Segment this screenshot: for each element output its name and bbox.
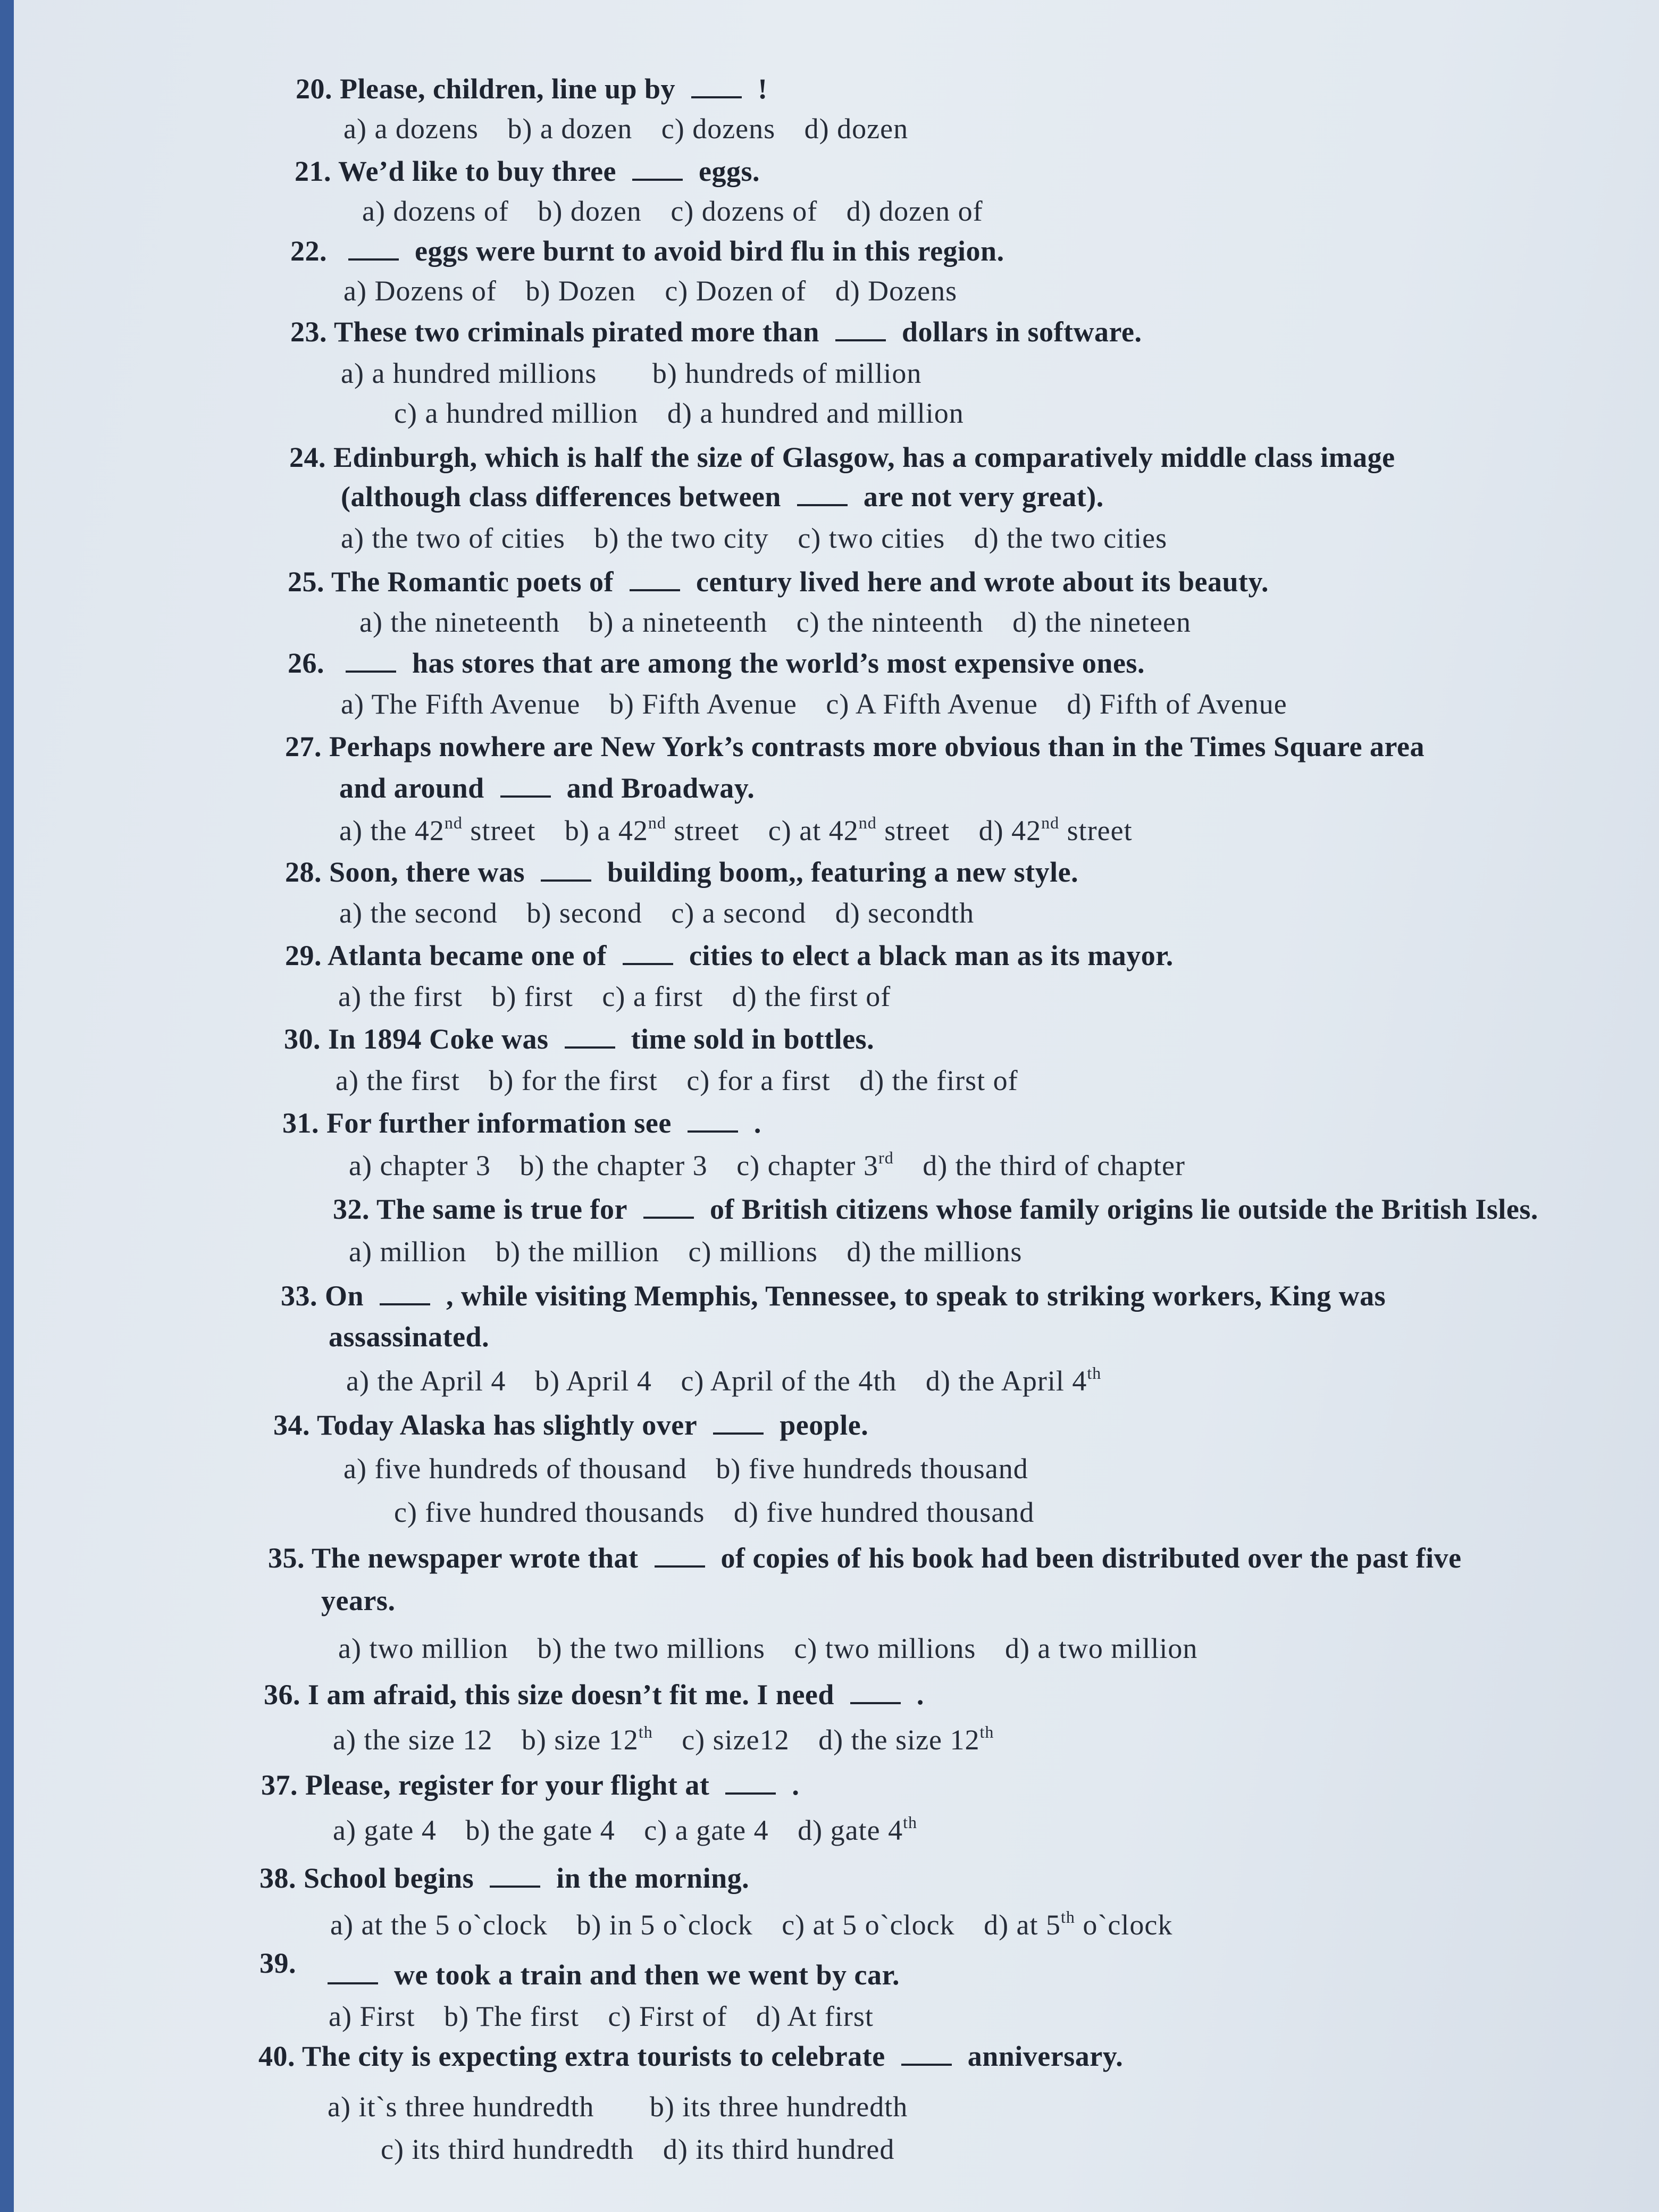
answer-blank xyxy=(797,481,848,506)
options-33 xyxy=(346,1364,1101,1398)
option-d: d) a two million xyxy=(1004,1632,1198,1664)
option-b: b) dozen xyxy=(538,195,642,227)
options-40-row2 xyxy=(381,2132,894,2166)
option-d: d) 42nd street xyxy=(978,813,1133,847)
question-number: 23. xyxy=(290,316,327,348)
question-text: building boom,, featuring a new style. xyxy=(607,856,1079,888)
answer-blank xyxy=(725,1769,776,1795)
question-number: 35. xyxy=(268,1542,305,1574)
option-a: a) the 42nd street xyxy=(339,813,536,847)
option-b: b) hundreds of million xyxy=(652,357,922,389)
question-text: On xyxy=(325,1280,364,1312)
options-28 xyxy=(339,896,974,930)
option-d: d) dozen of xyxy=(846,195,983,227)
option-a: a) two million xyxy=(338,1632,508,1664)
question-38 xyxy=(259,1861,749,1895)
options-24 xyxy=(341,521,1167,555)
option-c: c) A Fifth Avenue xyxy=(826,688,1038,720)
question-text: Atlanta became one of xyxy=(328,940,607,971)
option-c: c) a second xyxy=(671,897,807,929)
options-30 xyxy=(336,1063,1018,1097)
answer-blank xyxy=(850,1679,901,1704)
option-b: b) April 4 xyxy=(534,1365,652,1397)
option-d: d) Dozens xyxy=(835,275,958,307)
option-d: d) its third hundred xyxy=(663,2133,895,2165)
option-a: a) the nineteenth xyxy=(359,606,560,638)
option-c: c) a hundred million xyxy=(394,397,639,429)
options-35 xyxy=(338,1631,1197,1665)
question-number: 34. xyxy=(273,1409,310,1441)
option-b: b) five hundreds thousand xyxy=(716,1453,1028,1485)
option-c: c) two cities xyxy=(798,522,945,554)
question-text: we took a train and then we went by car. xyxy=(394,1959,900,1991)
options-26 xyxy=(341,687,1287,721)
question-37 xyxy=(261,1768,799,1802)
option-c: c) at 42nd street xyxy=(768,813,950,847)
question-text: Edinburgh, which is half the size of Glasgow, has a comparatively middle class image xyxy=(333,441,1395,473)
question-30 xyxy=(284,1022,874,1056)
question-36 xyxy=(264,1678,924,1712)
answer-blank xyxy=(490,1862,540,1888)
question-22 xyxy=(290,234,1004,268)
question-text: The newspaper wrote that xyxy=(312,1542,639,1574)
question-text: dollars in software. xyxy=(901,316,1142,348)
option-b: b) size 12th xyxy=(521,1722,653,1756)
option-a: a) the two of cities xyxy=(341,522,565,554)
question-number: 31. xyxy=(282,1107,319,1139)
option-a: a) Dozens of xyxy=(343,275,497,307)
option-b: b) a 42nd street xyxy=(564,813,740,847)
option-a: a) it`s three hundredth xyxy=(328,2091,594,2123)
option-c: c) First of xyxy=(608,2000,727,2032)
question-number: 36. xyxy=(264,1679,300,1711)
option-a: a) First xyxy=(329,2000,415,2032)
option-d: d) the first of xyxy=(859,1065,1018,1096)
option-c: c) five hundred thousands xyxy=(394,1496,705,1528)
answer-blank xyxy=(713,1409,764,1435)
option-c: c) size12 xyxy=(682,1724,790,1756)
question-32 xyxy=(333,1192,1538,1226)
question-25 xyxy=(288,565,1269,599)
option-c: c) April of the 4th xyxy=(681,1365,897,1397)
question-text: years. xyxy=(321,1585,396,1616)
question-text: The same is true for xyxy=(376,1193,627,1225)
option-b: b) in 5 o`clock xyxy=(576,1909,753,1941)
option-a: a) million xyxy=(349,1236,467,1268)
option-a: a) at the 5 o`clock xyxy=(330,1909,548,1941)
desk-edge xyxy=(0,0,14,2212)
option-c: c) millions xyxy=(688,1236,818,1268)
question-39 xyxy=(328,1958,900,1992)
answer-blank xyxy=(901,2040,952,2066)
option-b: b) Dozen xyxy=(525,275,636,307)
question-text: in the morning. xyxy=(556,1862,750,1894)
options-40-row1 xyxy=(328,2090,908,2124)
question-text: time sold in bottles. xyxy=(631,1023,875,1055)
question-28 xyxy=(285,855,1078,889)
option-d: d) the two cities xyxy=(974,522,1168,554)
options-39 xyxy=(329,1999,874,2033)
answer-blank xyxy=(643,1193,694,1219)
answer-blank xyxy=(541,856,591,882)
question-text: These two criminals pirated more than xyxy=(334,316,819,348)
option-c: c) chapter 3rd xyxy=(736,1148,894,1182)
question-text: , while visiting Memphis, Tennessee, to speak to striking workers, King was xyxy=(446,1280,1386,1312)
question-text: (although class differences between xyxy=(341,481,781,513)
option-b: b) the two city xyxy=(594,522,769,554)
question-text: We’d like to buy three xyxy=(338,155,617,187)
options-38 xyxy=(330,1908,1172,1942)
answer-blank xyxy=(380,1280,430,1305)
option-a: a) the second xyxy=(339,897,498,929)
option-a: a) five hundreds of thousand xyxy=(343,1453,687,1485)
question-text: has stores that are among the world’s most expensive ones. xyxy=(412,647,1145,679)
question-text: . xyxy=(792,1769,800,1801)
option-d: d) a hundred and million xyxy=(667,397,964,429)
option-c: c) its third hundredth xyxy=(381,2133,634,2165)
answer-blank xyxy=(835,316,886,341)
question-text: people. xyxy=(780,1409,869,1441)
options-32 xyxy=(349,1235,1022,1269)
answer-blank xyxy=(655,1542,705,1568)
option-a: a) dozens of xyxy=(362,195,509,227)
question-text: . xyxy=(916,1679,924,1711)
option-c: c) the ninteenth xyxy=(796,606,984,638)
question-text: The Romantic poets of xyxy=(331,566,614,598)
option-d: d) the first of xyxy=(732,981,891,1012)
option-b: b) for the first xyxy=(489,1065,658,1096)
option-b: b) Fifth Avenue xyxy=(609,688,797,720)
option-b: b) second xyxy=(526,897,642,929)
question-number: 24. xyxy=(289,441,326,473)
question-21 xyxy=(295,154,760,188)
question-text: and Broadway. xyxy=(566,772,755,804)
question-text: Today Alaska has slightly over xyxy=(317,1409,698,1441)
question-text: Perhaps nowhere are New York’s contrasts more obvious than in the Times Square area xyxy=(329,731,1425,763)
option-a: a) the April 4 xyxy=(346,1365,506,1397)
option-b: b) a dozen xyxy=(507,113,633,145)
question-text: ! xyxy=(758,73,768,105)
answer-blank xyxy=(500,772,551,798)
question-text: cities to elect a black man as its mayor. xyxy=(689,940,1174,971)
question-40 xyxy=(258,2039,1123,2073)
question-number: 22. xyxy=(290,235,327,267)
question-text: Please, register for your flight at xyxy=(305,1769,710,1801)
question-text: assassinated. xyxy=(329,1321,490,1353)
option-d: d) gate 4th xyxy=(798,1813,917,1846)
question-23 xyxy=(290,315,1142,349)
option-c: c) Dozen of xyxy=(665,275,807,307)
question-text: For further information see xyxy=(326,1107,672,1139)
worksheet-page xyxy=(14,0,1659,2212)
options-25 xyxy=(359,605,1191,639)
option-d: d) the size 12th xyxy=(818,1722,994,1756)
question-39-number xyxy=(259,1946,296,1980)
question-31 xyxy=(282,1106,761,1140)
answer-blank xyxy=(691,73,742,98)
question-text: In 1894 Coke was xyxy=(328,1023,549,1055)
question-29 xyxy=(285,939,1174,973)
question-35-line2 xyxy=(321,1583,395,1618)
question-24 xyxy=(289,440,1395,474)
option-c: c) for a first xyxy=(686,1065,831,1096)
options-34-row2 xyxy=(394,1495,1034,1529)
answer-blank xyxy=(565,1023,615,1049)
question-text: eggs were burnt to avoid bird flu in this region. xyxy=(415,235,1004,267)
question-number: 25. xyxy=(288,566,324,598)
question-number: 26. xyxy=(288,647,324,679)
question-number: 33. xyxy=(281,1280,317,1312)
question-number: 21. xyxy=(295,155,331,187)
question-text: are not very great). xyxy=(863,481,1104,513)
option-d: d) five hundred thousand xyxy=(733,1496,1035,1528)
option-d: d) dozen xyxy=(804,113,909,145)
options-23-row2 xyxy=(394,396,964,430)
answer-blank xyxy=(346,647,396,673)
option-c: c) dozens xyxy=(661,113,776,145)
answer-blank xyxy=(632,155,683,181)
question-number: 39. xyxy=(259,1947,296,1979)
option-d: d) the millions xyxy=(847,1236,1023,1268)
question-text: Please, children, line up by xyxy=(340,73,676,105)
answer-blank xyxy=(623,940,673,965)
option-d: d) the April 4th xyxy=(925,1363,1102,1397)
question-27-line2 xyxy=(339,771,755,805)
option-c: c) a first xyxy=(602,981,703,1012)
options-23-row1 xyxy=(341,356,921,390)
option-a: a) the first xyxy=(336,1065,460,1096)
options-31 xyxy=(349,1149,1185,1183)
options-20 xyxy=(343,112,908,146)
option-a: a) the first xyxy=(338,981,463,1012)
answer-blank xyxy=(328,1959,378,1984)
option-d: d) At first xyxy=(756,2000,874,2032)
option-d: d) the nineteen xyxy=(1012,606,1191,638)
option-a: a) The Fifth Avenue xyxy=(341,688,581,720)
question-text: century lived here and wrote about its beauty. xyxy=(696,566,1269,598)
option-b: b) the two millions xyxy=(537,1632,765,1664)
question-24-line2 xyxy=(341,480,1104,514)
answer-blank xyxy=(688,1107,738,1133)
option-a: a) a dozens xyxy=(343,113,479,145)
option-a: a) the size 12 xyxy=(333,1724,493,1756)
option-b: b) the gate 4 xyxy=(465,1814,615,1846)
option-b: b) first xyxy=(491,981,573,1012)
option-a: a) a hundred millions xyxy=(341,357,597,389)
question-26 xyxy=(288,646,1145,680)
option-b: b) the million xyxy=(495,1236,659,1268)
question-text: of copies of his book had been distributed over the past five xyxy=(720,1542,1462,1574)
question-number: 37. xyxy=(261,1769,298,1801)
option-b: b) the chapter 3 xyxy=(520,1150,708,1182)
question-number: 20. xyxy=(296,73,332,105)
question-33-line2 xyxy=(329,1320,489,1354)
question-text: eggs. xyxy=(699,155,760,187)
question-text: anniversary. xyxy=(967,2040,1124,2072)
question-27 xyxy=(285,730,1425,764)
question-number: 29. xyxy=(285,940,322,971)
options-37 xyxy=(333,1813,917,1847)
question-text: Soon, there was xyxy=(329,856,525,888)
option-a: a) chapter 3 xyxy=(349,1150,491,1182)
option-d: d) Fifth of Avenue xyxy=(1067,688,1287,720)
answer-blank xyxy=(348,235,399,261)
answer-blank xyxy=(630,566,680,591)
question-34 xyxy=(273,1408,868,1442)
options-27 xyxy=(339,814,1133,848)
question-number: 28. xyxy=(285,856,322,888)
option-d: d) the third of chapter xyxy=(923,1150,1185,1182)
options-34-row1 xyxy=(343,1452,1028,1486)
option-b: b) a nineteenth xyxy=(589,606,768,638)
question-text: The city is expecting extra tourists to celebrate xyxy=(302,2040,885,2072)
question-number: 30. xyxy=(284,1023,321,1055)
option-c: c) at 5 o`clock xyxy=(782,1909,955,1941)
question-20 xyxy=(296,72,768,106)
question-text: . xyxy=(753,1107,761,1139)
question-number: 38. xyxy=(259,1862,296,1894)
option-d: d) secondth xyxy=(835,897,975,929)
option-a: a) gate 4 xyxy=(333,1814,437,1846)
options-21 xyxy=(362,194,983,228)
option-b: b) its three hundredth xyxy=(649,2091,908,2123)
question-number: 27. xyxy=(285,731,322,763)
option-c: c) two millions xyxy=(794,1632,976,1664)
options-22 xyxy=(343,274,957,308)
question-number: 32. xyxy=(333,1193,370,1225)
option-d: d) at 5th o`clock xyxy=(984,1907,1173,1941)
question-text: and around xyxy=(339,772,484,804)
question-33 xyxy=(281,1279,1386,1313)
option-c: c) a gate 4 xyxy=(644,1814,769,1846)
question-text: of British citizens whose family origins lie outside the British Isles. xyxy=(709,1193,1538,1225)
options-36 xyxy=(333,1723,994,1757)
option-b: b) The first xyxy=(444,2000,579,2032)
question-text: School begins xyxy=(304,1862,474,1894)
question-35 xyxy=(268,1541,1462,1575)
options-29 xyxy=(338,979,891,1013)
question-text: I am afraid, this size doesn’t fit me. I need xyxy=(308,1679,834,1711)
question-number: 40. xyxy=(258,2040,295,2072)
option-c: c) dozens of xyxy=(671,195,818,227)
